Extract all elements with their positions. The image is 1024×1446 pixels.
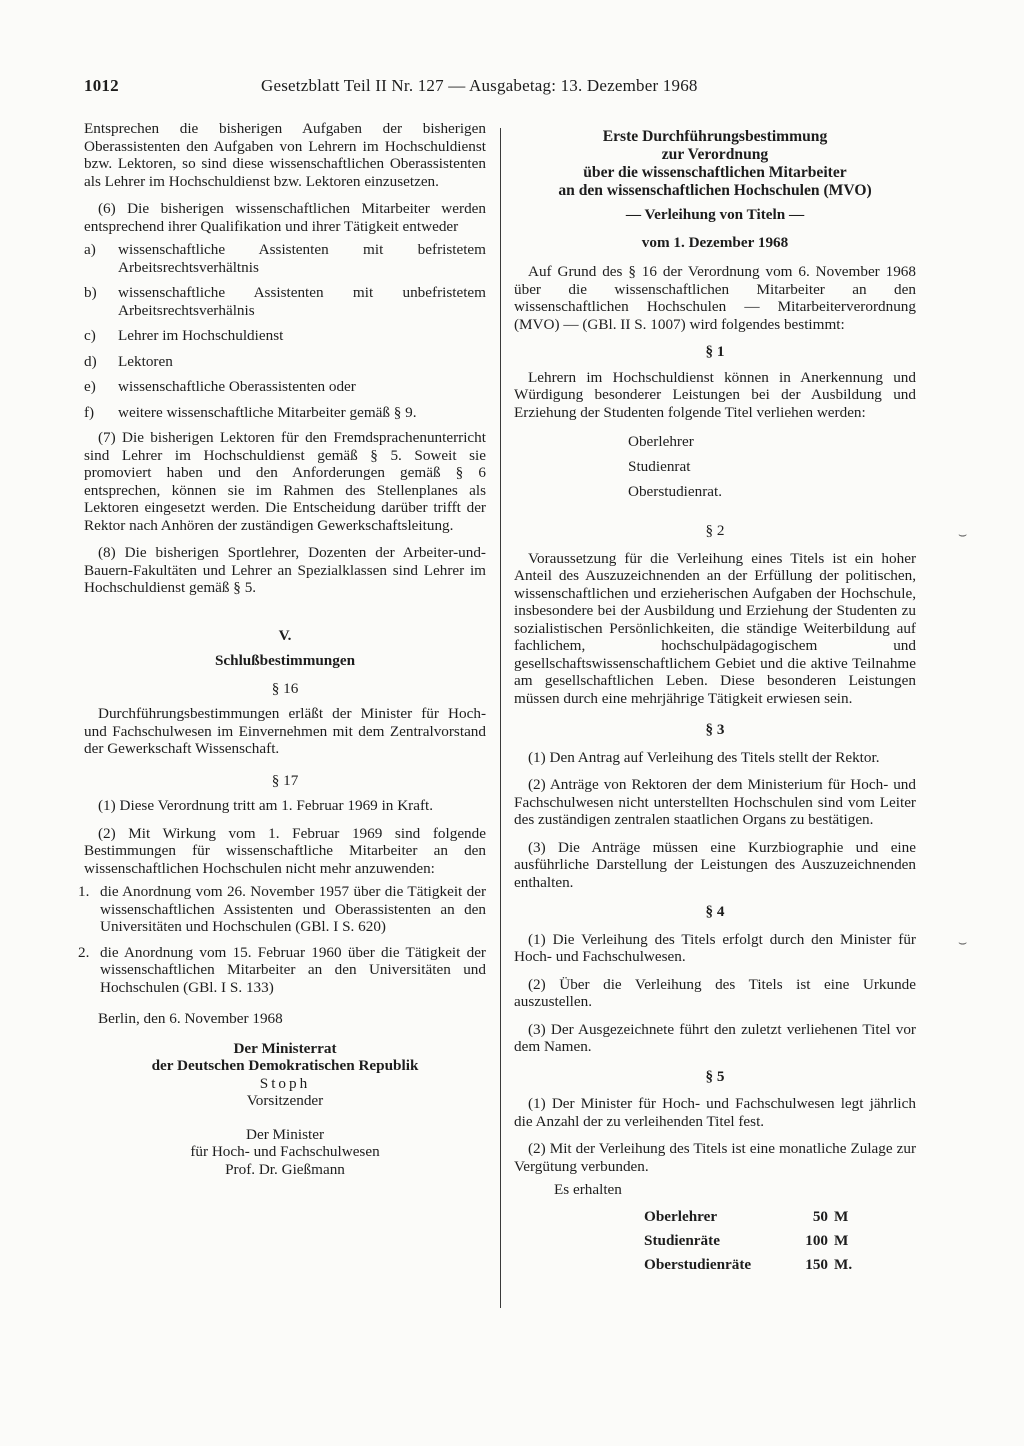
signature-minister-line1: Der Minister (245, 1125, 325, 1143)
paragraph-7: (7) Die bisherigen Lektoren für den Fremdsprachenunterricht sind Lehrer im Hochschuldienst gemäß § 5. Soweit sie promoviert haben und den Anforderungen gemäß § 6 entsprechen, können sie im Rahmen des Stellenplanes als Lektoren eingesetzt werden. Die Entscheidung darüber trifft der Rektor nach Anhören der zuständigen Gewerkschaftsleitung. (84, 429, 486, 534)
paragraph-5-heading: § 5 (705, 1067, 725, 1085)
paragraph-5-1: (1) Der Minister für Hoch- und Fachschulwesen legt jährlich die Anzahl der zu verleihenden Titel fest. (514, 1095, 916, 1130)
signatory-role-1: Vorsitzender (246, 1092, 324, 1109)
list-item: a) wissenschaftliche Assistenten mit befristetem Arbeitsrechtsverhältnis (84, 241, 486, 276)
list-item: f) weitere wissenschaftliche Mitarbeiter gemäß § 9. (84, 403, 417, 421)
paragraph-16-heading: § 16 (271, 679, 299, 697)
paragraph-6: (6) Die bisherigen wissenschaftlichen Mitarbeiter werden entsprechend ihrer Qualifikation und ihrer Tätigkeit entweder (84, 200, 486, 235)
paragraph-3-1: (1) Den Antrag auf Verleihung des Titels stellt der Rektor. (528, 748, 880, 766)
paragraph-17-heading: § 17 (271, 771, 299, 789)
place-date: Berlin, den 6. November 1968 (98, 1010, 283, 1027)
signature-block (84, 1040, 486, 1179)
intro-paragraph: Entsprechen die bisherigen Aufgaben der bisherigen Oberassistenten den Aufgaben von Lehrern im Hochschuldienst bzw. Lektoren, so sind diese wissenschaftlichen Oberassistenten als Lehrer im Hochschuldienst bzw. Lektoren einzusetzen. (84, 120, 486, 190)
left-column (78, 120, 486, 1178)
paragraph-4-1: (1) Die Verleihung des Titels erfolgt durch den Minister für Hoch- und Fachschulwesen. (514, 930, 916, 965)
table-row: Studienräte 100 M (644, 1231, 849, 1249)
preamble: Auf Grund des § 16 der Verordnung vom 6. November 1968 über die wissenschaftlichen Mitarbeiter an den wissenschaftlichen Hochschulen — Mitarbeiterverordnung (MVO) — (GBl. II S. 1007) wird folgendes bestimmt: (514, 263, 916, 333)
paragraph-17-list (78, 883, 486, 996)
list-item: Oberlehrer (628, 433, 694, 450)
list-item: d) Lektoren (84, 352, 173, 370)
paragraph-1-heading: § 1 (705, 343, 725, 360)
list-item: 1. die Anordnung vom 26. November 1957 über die Tätigkeit der wissenschaftlichen Assistenten und Oberassistenten an den Universitäten und Hochschulen (GBl. I S. 620) (78, 883, 486, 935)
signature-minister-line2: für Hoch- und Fachschulwesen (190, 1143, 380, 1160)
page-number: 1012 (84, 76, 119, 95)
decree-date: vom 1. Dezember 1968 (641, 233, 789, 251)
paragraph-8: (8) Die bisherigen Sportlehrer, Dozenten der Arbeiter-und-Bauern-Fakultäten und Lehrer an Spezialklassen sind Lehrer im Hochschuldienst gemäß § 5. (84, 544, 486, 596)
list-item: c) Lehrer im Hochschuldienst (84, 327, 284, 344)
paragraph-1-text: Lehrern im Hochschuldienst können in Anerkennung und Würdigung besonderer Leistungen bei der Ausbildung und Erziehung der Studenten folgende Titel verliehen werden: (514, 368, 916, 421)
margin-mark: ⌣ (958, 936, 968, 951)
section-title: Schlußbestimmungen (214, 652, 356, 669)
list-item: e) wissenschaftliche Oberassistenten oder (84, 378, 356, 395)
page-header (84, 70, 914, 100)
signature-org-line1: Der Ministerrat (233, 1039, 337, 1057)
margin-mark: ⌣ (958, 528, 968, 543)
table-row: Oberlehrer 50 M (644, 1207, 849, 1225)
paragraph-4-3: (3) Der Ausgezeichnete führt den zuletzt verliehenen Titel vor dem Namen. (514, 1020, 916, 1055)
signatory-name-2: Prof. Dr. Gießmann (225, 1160, 345, 1178)
paragraph-3-heading: § 3 (705, 721, 725, 738)
decree-title: Erste Durchführungsbestimmung zur Verordnung über die wissenschaftlichen Mitarbeiter an den wissenschaftlichen Hochschulen (MVO) (558, 128, 872, 199)
paragraph-3-2: (2) Anträge von Rektoren der dem Ministerium für Hoch- und Fachschulwesen nicht unterstellten Hochschulen sind vom Leiter des zuständigen zentralen staatlichen Organs zu bestätigen. (514, 776, 916, 828)
paragraph-6-list (84, 241, 486, 421)
titles-list (628, 429, 916, 504)
signatory-name-1: Stoph (259, 1074, 311, 1092)
paragraph-4-2: (2) Über die Verleihung des Titels ist eine Urkunde auszustellen. (514, 975, 916, 1010)
section-number: V. (278, 626, 292, 644)
list-item: 2. die Anordnung vom 15. Februar 1960 über die Tätigkeit der wissenschaftlichen Mitarbeiter an den Universitäten und Hochschulen (GBl. I S. 133) (78, 943, 486, 996)
decree-subtitle: — Verleihung von Titeln — (625, 206, 805, 223)
signature-org-line2: der Deutschen Demokratischen Republik (151, 1057, 419, 1074)
column-divider (500, 128, 501, 1308)
paragraph-17-1: (1) Diese Verordnung tritt am 1. Februar 1969 in Kraft. (98, 797, 434, 814)
paragraph-4-heading: § 4 (705, 903, 725, 920)
paragraph-16-text: Durchführungsbestimmungen erläßt der Minister für Hoch- und Fachschulwesen im Einvernehmen mit dem Zentralvorstand der Gewerkschaft Wissenschaft. (84, 705, 486, 757)
paragraph-2-text: Voraussetzung für die Verleihung eines Titels ist ein hoher Anteil des Auszuzeichnenden an der Erfüllung der politischen, wissenschaftlichen und erzieherischen Aufgaben der Hochschule, insbesondere bei der Ausbildung und Erziehung der Studenten zu sozialistischen Persönlichkeiten, die ständige Weiterbildung auf fachlichem, hochschulpädagogischem und gesellschaftswissenschaftlichem Gebiet und die aktive Teilnahme am gesellschaftlichen Leben. Diese besonderen Leistungen müssen durch eine mehrjährige Tätigkeit erwiesen sein. (514, 549, 916, 707)
allowance-table (644, 1205, 852, 1277)
table-row: Oberstudienräte 150 M. (644, 1255, 853, 1273)
paragraph-2-heading: § 2 (705, 522, 725, 539)
list-item: Studienrat (628, 458, 691, 475)
paragraph-17-2: (2) Mit Wirkung vom 1. Februar 1969 sind folgende Bestimmungen für wissenschaftliche Mitarbeiter an den wissenschaftlichen Hochschulen nicht mehr anzuwenden: (84, 824, 486, 877)
list-item: Oberstudienrat. (628, 483, 723, 500)
right-column (514, 120, 916, 1277)
list-item: b) wissenschaftliche Assistenten mit unbefristetem Arbeitsrechtsverhälnis (84, 284, 486, 319)
paragraph-5-2: (2) Mit der Verleihung des Titels ist eine monatliche Zulage zur Vergütung verbunden. (514, 1140, 916, 1175)
header-title: Gesetzblatt Teil II Nr. 127 — Ausgabetag: 13. Dezember 1968 (261, 76, 698, 95)
paragraph-3-3: (3) Die Anträge müssen eine Kurzbiographie und eine ausführliche Darstellung der Leistungen des Auszuzeichnenden enthalten. (514, 838, 916, 891)
es-erhalten: Es erhalten (554, 1181, 622, 1198)
